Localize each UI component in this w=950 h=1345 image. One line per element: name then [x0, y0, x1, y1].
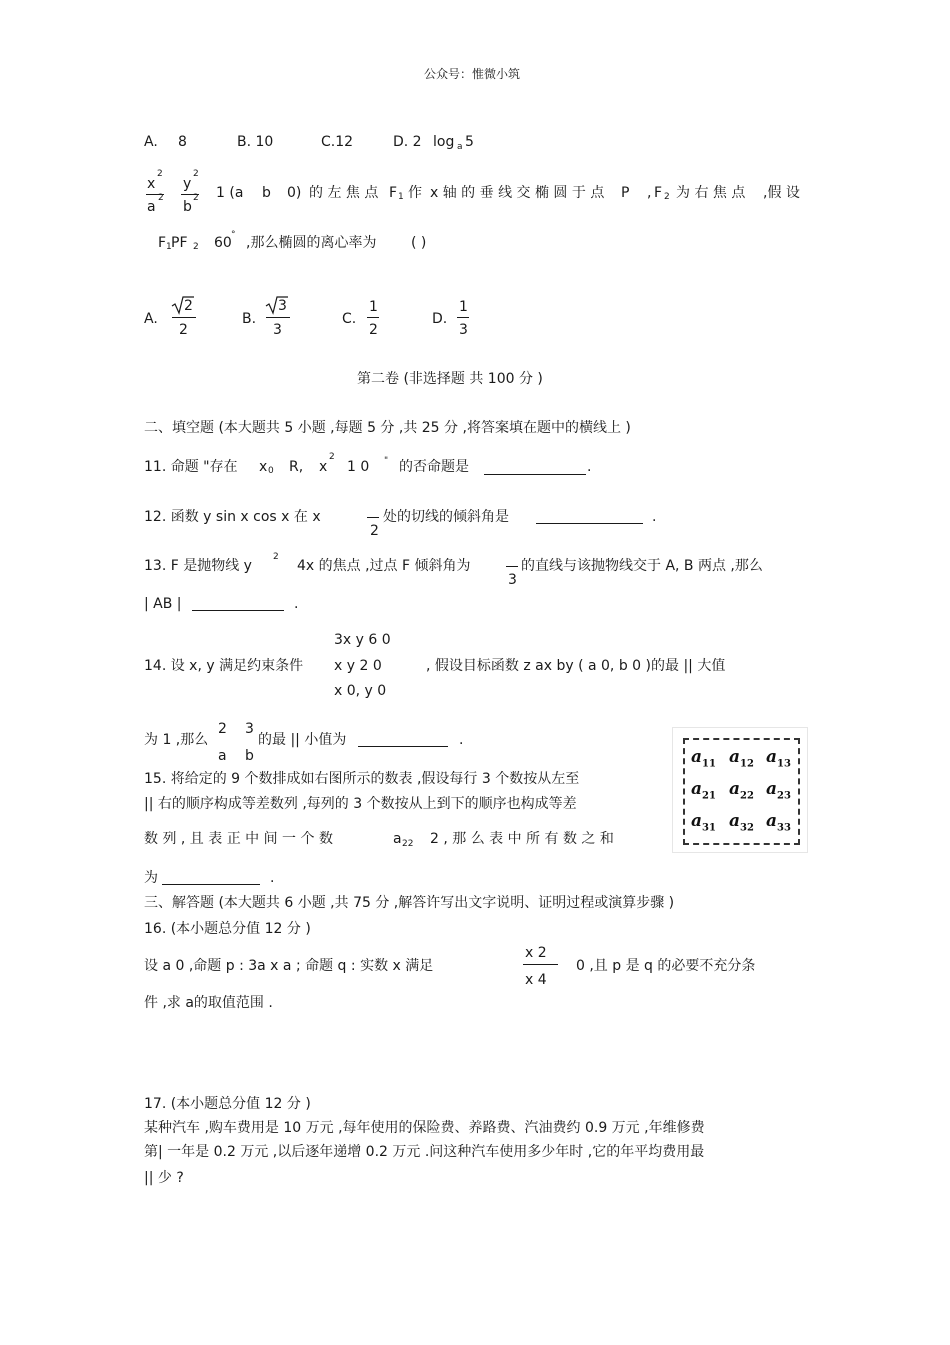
- q17-line1: 某种汽车 ,购车费用是 10 万元 ,每年使用的保险费、养路费、汽油费约 0.9 万元 ,年维修费: [144, 1120, 705, 1136]
- option-d-log: log: [433, 134, 455, 150]
- q14-period: .: [459, 732, 464, 748]
- q13-middle: 4x 的焦点 ,过点 F 倾斜角为: [297, 558, 471, 574]
- ellipse-option-d-line: [457, 317, 469, 318]
- q15-a22-sub: 22: [402, 839, 414, 849]
- q14-middle: , 假设目标函数 z ax by ( a 0, b 0 )的最 || 大值: [426, 658, 726, 674]
- q13-tail: 的直线与该抛物线交于 A, B 两点 ,那么: [521, 558, 763, 574]
- matrix-cell: $a_{12}$: [729, 747, 754, 770]
- ellipse-eccentricity-text: ,那么椭圆的离心率为: [246, 235, 377, 251]
- ellipse-option-b: B.: [242, 311, 257, 327]
- q16-title: 16. (本小题总分值 12 分 ): [144, 921, 311, 937]
- q12-prefix: 12. 函数 y sin x cos x 在 x: [144, 509, 321, 525]
- ellipse-option-c: C.: [342, 311, 357, 327]
- q15-line1: 15. 将给定的 9 个数排成如右图所示的数表 ,假设每行 3 个数按从左至: [144, 771, 580, 787]
- q14-answer-blank[interactable]: [358, 746, 448, 747]
- q13-prefix: 13. F 是抛物线 y: [144, 558, 252, 574]
- q14-line2-prefix: 为 1 ,那么: [144, 732, 209, 748]
- q14-constraint-1: 3x y 6 0: [334, 632, 391, 648]
- ellipse-option-b-num: 3: [278, 298, 287, 314]
- ellipse-option-b-line: [266, 317, 290, 318]
- matrix-cell: $a_{31}$: [691, 811, 716, 834]
- ellipse-option-c-line: [367, 317, 379, 318]
- q15-line3: 数 列 , 且 表 正 中 间 一 个 数: [144, 831, 333, 847]
- option-d: D. 2: [393, 134, 422, 150]
- q16-frac-num: x 2: [525, 945, 547, 961]
- matrix-cell: $a_{33}$: [766, 811, 791, 834]
- q14-frac2-num: 3: [245, 721, 254, 737]
- ellipse-text2: 作: [408, 185, 422, 201]
- ellipse-option-a-den: 2: [179, 322, 188, 338]
- q11-tail: 的否命题是: [399, 459, 469, 475]
- ellipse-f1-sub: 1: [398, 192, 404, 202]
- ellipse-angle-f1: F: [158, 235, 167, 251]
- option-a: A.: [144, 134, 158, 150]
- q14-line2-tail: 的最 || 小值为: [258, 732, 347, 748]
- ellipse-x: x: [147, 176, 156, 192]
- q11-prefix: 11. 命题 "存在: [144, 459, 238, 475]
- matrix-cell: $a_{22}$: [729, 779, 754, 802]
- ellipse-option-a-line: [172, 317, 196, 318]
- option-c: C.12: [321, 134, 354, 150]
- ellipse-point-p: P: [621, 185, 630, 201]
- ellipse-b: b: [183, 199, 192, 215]
- ellipse-text5: ,假 设: [763, 185, 800, 201]
- q14-frac2-den: b: [245, 748, 254, 764]
- ellipse-angle-f1-sub: 1: [166, 242, 172, 252]
- ellipse-f2-sub: 2: [664, 192, 670, 202]
- q12-frac-den: 2: [370, 523, 379, 539]
- q11-x0: x: [259, 459, 268, 475]
- ellipse-option-c-den: 2: [369, 322, 378, 338]
- q13-ab: | AB |: [144, 596, 182, 612]
- option-b: B. 10: [237, 134, 274, 150]
- q16-frac-line: [523, 964, 558, 965]
- ellipse-condition: 1 (a: [216, 185, 244, 201]
- q11-x-sup: 2: [329, 452, 335, 462]
- q15-a22: a: [393, 831, 402, 847]
- ellipse-option-d-num: 1: [459, 299, 468, 315]
- matrix-cell: $a_{11}$: [691, 747, 716, 770]
- q16-frac-den: x 4: [525, 972, 547, 988]
- option-d-log-base: a: [457, 142, 463, 152]
- q11-x0-sub: 0: [268, 466, 274, 476]
- ellipse-f2: F: [654, 185, 663, 201]
- ellipse-condition-zero: 0): [287, 185, 302, 201]
- ellipse-option-b-den: 3: [273, 322, 282, 338]
- ellipse-text4: 为 右 焦 点: [676, 185, 746, 201]
- q14-constraint-3: x 0, y 0: [334, 683, 387, 699]
- q17-line3: || 少 ?: [144, 1170, 184, 1186]
- ellipse-b-sup: 2: [193, 193, 199, 203]
- q11-quote: ": [384, 456, 389, 466]
- q15-answer-blank[interactable]: [162, 884, 260, 885]
- page-header: 公众号：惟微小筑: [424, 67, 521, 81]
- ellipse-a-sup: 2: [158, 193, 164, 203]
- q14-constraint-2: x y 2 0: [334, 658, 382, 674]
- q16-line2: 件 ,求 a的取值范围 .: [144, 995, 273, 1011]
- fill-in-header: 二、填空题 (本大题共 5 小题 ,每题 5 分 ,共 25 分 ,将答案填在题中的横线上 ): [144, 420, 631, 436]
- option-d-number: 5: [465, 134, 474, 150]
- matrix-cell: $a_{32}$: [729, 811, 754, 834]
- q11-domain: R,: [289, 459, 304, 475]
- ellipse-condition-b: b: [262, 185, 271, 201]
- matrix-cell: $a_{23}$: [766, 779, 791, 802]
- q13-frac-line: [506, 566, 518, 567]
- ellipse-f1: F: [389, 185, 398, 201]
- q14-frac1-den: a: [218, 748, 227, 764]
- q11-x: x: [319, 459, 328, 475]
- q14-prefix: 14. 设 x, y 满足约束条件: [144, 658, 304, 674]
- ellipse-degree-mark: °: [231, 230, 236, 240]
- ellipse-option-a-num: 2: [184, 298, 193, 314]
- q12-period: .: [652, 509, 657, 525]
- section-title: 第二卷 (非选择题 共 100 分 ): [357, 371, 543, 387]
- q16-line1b: 0 ,且 p 是 q 的必要不充分条: [576, 958, 756, 974]
- ellipse-option-c-num: 1: [369, 299, 378, 315]
- ellipse-text3: x 轴 的 垂 线 交 椭 圆 于 点: [430, 185, 605, 201]
- ellipse-option-a: A.: [144, 311, 158, 327]
- matrix-cell: $a_{21}$: [691, 779, 716, 802]
- ellipse-angle-pf-sub: 2: [193, 242, 199, 252]
- q16-line1: 设 a 0 ,命题 p : 3a x a ; 命题 q : 实数 x 满足: [144, 958, 434, 974]
- q17-title: 17. (本小题总分值 12 分 ): [144, 1096, 311, 1112]
- q15-period: .: [270, 870, 275, 886]
- matrix-dashed-border: [683, 738, 800, 845]
- q13-period: .: [294, 596, 299, 612]
- q12-answer-blank[interactable]: [536, 523, 643, 524]
- ellipse-answer-paren: ( ): [411, 235, 427, 251]
- matrix-figure: [672, 727, 808, 853]
- option-a-value: 8: [178, 134, 187, 150]
- ellipse-y-sup: 2: [193, 169, 199, 179]
- ellipse-angle-pf: PF: [171, 235, 188, 251]
- q14-frac1-num: 2: [218, 721, 227, 737]
- ellipse-a: a: [147, 199, 156, 215]
- q15-line3b: 2 , 那 么 表 中 所 有 数 之 和: [430, 831, 614, 847]
- q13-frac-den: 3: [508, 572, 517, 588]
- q11-rest: 1 0: [347, 459, 370, 475]
- ellipse-y: y: [183, 176, 192, 192]
- ellipse-text1: 的 左 焦 点: [309, 185, 379, 201]
- q15-line2: || 右的顺序构成等差数列 ,每列的 3 个数按从上到下的顺序也构成等差: [144, 796, 577, 812]
- q13-sup: 2: [273, 552, 279, 562]
- q11-answer-blank[interactable]: [484, 474, 586, 475]
- q17-line2: 第| 一年是 0.2 万元 ,以后逐年递增 0.2 万元 .问这种汽车使用多少年时 ,它的年平均费用最: [144, 1144, 705, 1160]
- answer-section-header: 三、解答题 (本大题共 6 小题 ,共 75 分 ,解答许写出文字说明、证明过程或演算步骤 ): [144, 895, 675, 911]
- ellipse-option-d: D.: [432, 311, 448, 327]
- q13-answer-blank[interactable]: [192, 610, 284, 611]
- matrix-cell: $a_{13}$: [766, 747, 791, 770]
- ellipse-option-d-den: 3: [459, 322, 468, 338]
- q11-period: .: [587, 459, 592, 475]
- q15-line4: 为: [144, 870, 158, 886]
- ellipse-x-sup: 2: [157, 169, 163, 179]
- ellipse-angle-value: 60: [214, 235, 232, 251]
- q12-frac-line: [367, 517, 379, 518]
- q12-tail: 处的切线的倾斜角是: [383, 509, 509, 525]
- ellipse-comma: ,: [647, 185, 652, 201]
